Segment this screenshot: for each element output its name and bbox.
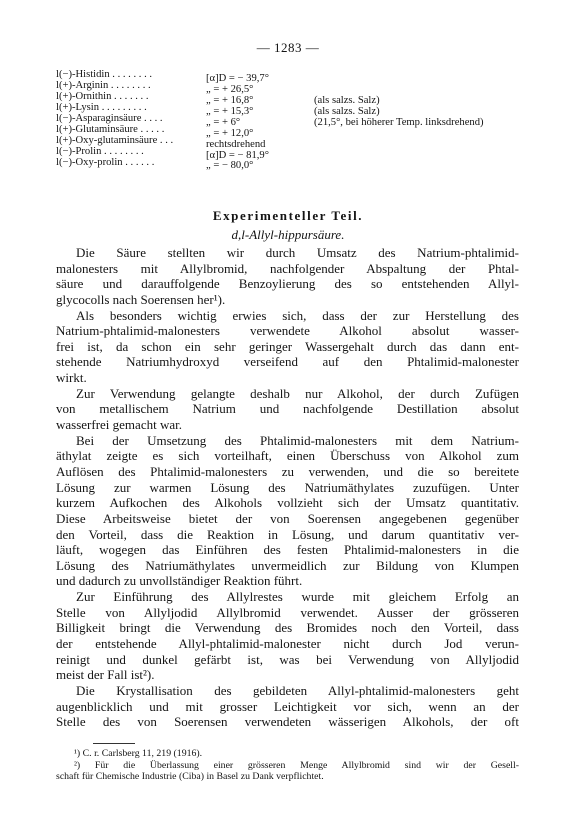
- text-line: Stelle des von Soerensen verwendeten wässerigen Alkohols, der oft: [56, 714, 519, 730]
- text-line: Diese Arbeitsweise bietet der von Soerensen angegebenen gegenüber: [56, 510, 519, 526]
- rotation-note: (als salzs. Salz): [314, 105, 380, 117]
- text-line: Natrium-phtalimid-malonesters verwendete Alkohol absolut wasser-: [56, 323, 519, 339]
- text-line: Auflösen des Phtalimid-malonesters zu verwenden, und die so bereitete: [56, 463, 519, 479]
- text-line: den Vorteil, dass die Reaktion in Lösung, und darum quantitativ ver-: [56, 526, 519, 542]
- table-row: [56, 135, 484, 150]
- rotation-value: „ = + 6°: [206, 116, 241, 128]
- rotation-value: [α]D = − 39,7°: [206, 72, 269, 84]
- rotation-value: „ = + 26,5°: [206, 83, 254, 95]
- table-row: [56, 146, 484, 161]
- rotation-note: (21,5°, bei höherer Temp. linksdrehend): [314, 116, 484, 128]
- text-line: und dadurch zu unvollständiger Reaktion führt.: [56, 573, 303, 589]
- rotation-value: „ = + 16,8°: [206, 94, 254, 106]
- footnote-line: ¹) C. r. Carlsberg 11, 219 (1916).: [74, 748, 203, 759]
- amino-acid-name: l(+)-Oxy-glutaminsäure . . .: [56, 135, 174, 146]
- section-title: Experimenteller Teil.: [212, 208, 364, 223]
- text-line: äthylat zeigte es sich vorteilhaft, einen Überschuss von Alkohol zum: [56, 448, 519, 464]
- amino-acid-name: l(+)-Lysin . . . . . . . . .: [56, 102, 147, 113]
- table-row: [56, 70, 484, 84]
- text-line: Zur Einführung des Allylrestes wurde mit gleichem Erfolg an: [76, 589, 519, 605]
- text-line: säure und darauffolgende Benzoylierung des so entstehenden Allyl-: [56, 276, 519, 292]
- footnote-line: ²) Für die Überlassung einer grösseren Menge Allylbromid sind wir der Gesell-: [74, 759, 519, 771]
- rotation-note: (als salzs. Salz): [314, 94, 380, 106]
- text-line: augenblicklich und mit grosser Leichtigkeit vor sich, wenn an der: [56, 698, 519, 714]
- amino-acid-name: l(−)-Oxy-prolin . . . . . .: [56, 157, 155, 168]
- footnotes: [56, 748, 519, 783]
- text-line: Als besonders wichtig erwies sich, dass der zur Herstellung des: [76, 307, 519, 323]
- rotation-value: „ = + 12,0°: [206, 127, 254, 139]
- text-line: wasserfrei gemacht war.: [56, 417, 182, 433]
- text-line: wirkt.: [56, 370, 87, 386]
- table-row: [56, 113, 484, 128]
- amino-acid-name: l(−)-Prolin . . . . . . . .: [56, 146, 144, 157]
- amino-acid-name: l(−)-Asparaginsäure . . . .: [56, 113, 163, 124]
- amino-acid-name: l(−)-Histidin . . . . . . . .: [56, 70, 153, 80]
- text-line: von metallischem Natrium und nachfolgende Destillation absolut: [56, 401, 519, 417]
- rotation-value: „ = − 80,0°: [206, 160, 254, 172]
- amino-acid-name: l(+)-Arginin . . . . . . . .: [56, 80, 151, 91]
- table-row: [56, 102, 484, 117]
- text-line: der entstehende Allyl-phtalimid-malonester nicht durch Jod verun-: [56, 636, 519, 652]
- text-line: Bei der Umsetzung des Phtalimid-malonesters mit dem Natrium-: [76, 432, 519, 448]
- text-line: malonesters mit Allylbromid, nachfolgender Abspaltung der Phtal-: [56, 260, 519, 276]
- text-line: stehende Natriumhydroxyd verseifend auf den Phtalimid-malonester: [56, 354, 519, 370]
- text-line: läuft, wogegen das Einführen des festen Phtalimid-malonesters in die: [56, 542, 519, 558]
- amino-acid-name: l(+)-Ornithin . . . . . . .: [56, 91, 149, 102]
- text-line: Die Krystallisation des gebildeten Allyl-phtalimid-malonesters geht: [76, 682, 519, 698]
- text-line: Zur Verwendung gelangte deshalb nur Alkohol, der durch Zufügen: [76, 385, 519, 401]
- text-line: glycocolls nach Soerensen her¹).: [56, 291, 226, 307]
- table-row: [56, 80, 484, 95]
- text-line: frei ist, da schon ein sehr geringer Wassergehalt durch das dann ent-: [56, 338, 519, 354]
- rotation-value: [α]D = − 81,9°: [206, 149, 269, 161]
- body-text: [56, 245, 519, 730]
- page-number: — 1283 —: [256, 40, 320, 55]
- text-line: meist der Fall ist²).: [56, 667, 155, 683]
- text-line: kurzem Aufkochen des Alkohols vollzieht sich der Umsatz quantitativ.: [56, 495, 519, 511]
- footnote-line: schaft für Chemische Industrie (Ciba) in Basel zu Dank verpflichtet.: [56, 771, 324, 783]
- optical-rotation-table: [56, 70, 484, 172]
- table-row: [56, 157, 484, 172]
- text-line: Stelle von Allyljodid Allylbromid verwendet. Ausser der grösseren: [56, 604, 519, 620]
- amino-acid-name: l(+)-Glutaminsäure . . . . .: [56, 124, 165, 135]
- text-line: Die Säure stellten wir durch Umsatz des Natrium-phtalimid-: [76, 245, 519, 260]
- table-row: [56, 91, 484, 106]
- rotation-value: „ = + 15,3°: [206, 105, 254, 117]
- footnote-divider: [93, 743, 135, 744]
- section-subtitle: d,l-Allyl-hippursäure.: [231, 227, 345, 242]
- text-line: reinigt und dunkel gefärbt ist, was bei Verwendung von Allyljodid: [56, 651, 519, 667]
- text-line: Lösung des Natriumäthylates unvermeidlich zur Bildung von Klumpen: [56, 557, 519, 573]
- rotation-value: rechtsdrehend: [206, 138, 266, 150]
- text-line: Billigkeit bringt die Verwendung des Bromides noch den Vorteil, dass: [56, 620, 519, 636]
- text-line: Lösung zur warmen Lösung des Natriumäthylates zuzufügen. Unter: [56, 479, 519, 495]
